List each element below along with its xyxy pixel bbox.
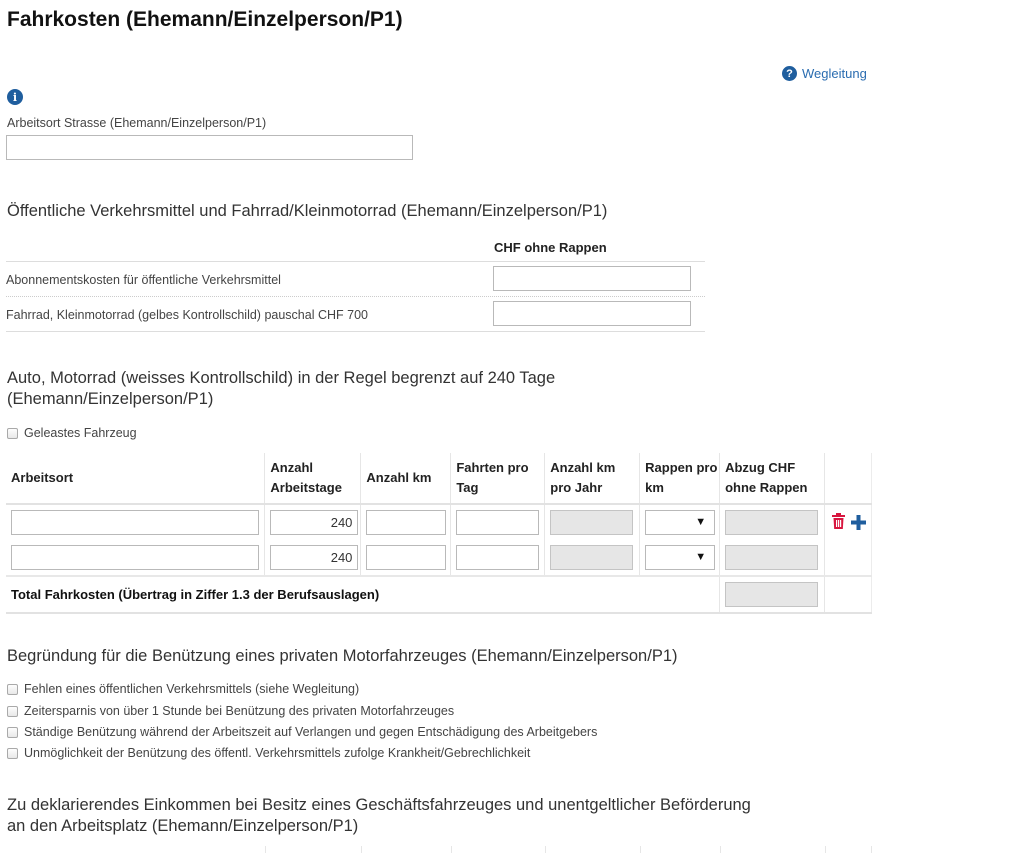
- km-input[interactable]: [366, 510, 446, 535]
- total-label: Total Fahrkosten (Übertrag in Ziffer 1.3 der Berufsauslagen): [11, 586, 380, 602]
- dropdown-arrow-icon: ▼: [695, 516, 707, 528]
- wegleitung-label: Wegleitung: [802, 66, 867, 81]
- company-car-table-top: [6, 846, 872, 853]
- street-input[interactable]: [6, 135, 413, 160]
- question-circle-icon: ?: [782, 66, 797, 81]
- option-label: Ständige Benützung während der Arbeitszeit auf Verlangen und gegen Entschädigung des Arbeitgebers: [24, 725, 598, 739]
- wegleitung-link[interactable]: [782, 66, 867, 81]
- abonnement-label: Abonnementskosten für öffentliche Verkehrsmittel: [6, 273, 281, 287]
- public-transport-table: [6, 232, 705, 332]
- info-circle-icon[interactable]: i: [7, 89, 23, 105]
- arbeitstage-input[interactable]: [270, 510, 358, 535]
- justification-heading: Begründung für die Benützung eines privaten Motorfahrzeuges (Ehemann/Einzelperson/P1): [7, 647, 678, 665]
- arbeitsort-input[interactable]: [11, 545, 259, 570]
- fahrrad-input[interactable]: [493, 301, 691, 326]
- table-row: [6, 504, 872, 540]
- row-actions: [830, 513, 871, 533]
- dropdown-arrow-icon: ▼: [695, 551, 707, 563]
- km-input[interactable]: [366, 545, 446, 570]
- total-output: [725, 582, 818, 607]
- checkbox[interactable]: [7, 428, 18, 439]
- justification-option[interactable]: [7, 746, 530, 760]
- option-label: Unmöglichkeit der Benützung des öffentl. Verkehrsmittels zufolge Krankheit/Gebrechlichkeit: [24, 746, 531, 760]
- car-heading-line2: (Ehemann/Einzelperson/P1): [7, 390, 214, 408]
- add-row-icon[interactable]: [851, 514, 866, 532]
- justification-option[interactable]: [7, 682, 359, 696]
- checkbox[interactable]: [7, 706, 18, 717]
- checkbox[interactable]: [7, 727, 18, 738]
- abzug-output: [725, 545, 818, 570]
- checkbox[interactable]: [7, 684, 18, 695]
- car-heading: [7, 368, 555, 410]
- option-label: Zeitersparnis von über 1 Stunde bei Benützung des privaten Motorfahrzeuges: [24, 704, 455, 718]
- abonnement-input[interactable]: [493, 266, 691, 291]
- col-abzug: Abzug CHF ohne Rappen: [720, 453, 825, 504]
- checkbox[interactable]: [7, 748, 18, 759]
- leased-vehicle-checkbox[interactable]: [7, 426, 137, 440]
- justification-option[interactable]: [7, 725, 597, 739]
- fahrten-input[interactable]: [456, 545, 539, 570]
- option-label: Fehlen eines öffentlichen Verkehrsmittels (siehe Wegleitung): [24, 682, 360, 696]
- chf-column-header: CHF ohne Rappen: [494, 240, 607, 255]
- page-title: Fahrkosten (Ehemann/Einzelperson/P1): [7, 8, 403, 31]
- company-car-heading-line2: an den Arbeitsplatz (Ehemann/Einzelperson/P1): [7, 817, 359, 835]
- car-heading-line1: Auto, Motorrad (weisses Kontrollschild) in der Regel begrenzt auf 240 Tage: [7, 369, 556, 387]
- company-car-heading-line1: Zu deklarierendes Einkommen bei Besitz eines Geschäftsfahrzeuges und unentgeltlicher Beförderung: [7, 796, 751, 814]
- km-jahr-output: [550, 545, 633, 570]
- trash-icon[interactable]: [832, 513, 845, 533]
- col-arbeitstage: Anzahl Arbeitstage: [265, 453, 361, 504]
- company-car-heading: [7, 795, 751, 837]
- rappen-select[interactable]: [645, 510, 715, 535]
- col-arbeitsort: Arbeitsort: [6, 453, 265, 504]
- fahrrad-label: Fahrrad, Kleinmotorrad (gelbes Kontrollschild) pauschal CHF 700: [6, 308, 368, 322]
- table-header: [6, 453, 872, 504]
- rappen-select[interactable]: [645, 545, 715, 570]
- public-transport-heading: Öffentliche Verkehrsmittel und Fahrrad/Kleinmotorrad (Ehemann/Einzelperson/P1): [7, 202, 608, 220]
- car-costs-table: [6, 453, 872, 614]
- arbeitsort-input[interactable]: [11, 510, 259, 535]
- leased-vehicle-label: Geleastes Fahrzeug: [24, 426, 137, 440]
- fahrten-input[interactable]: [456, 510, 539, 535]
- total-row: [6, 576, 872, 613]
- col-rappen: Rappen pro km: [640, 453, 720, 504]
- table-row: [6, 262, 705, 297]
- abzug-output: [725, 510, 818, 535]
- col-fahrten: Fahrten pro Tag: [451, 453, 545, 504]
- table-row: [6, 297, 705, 332]
- street-label: Arbeitsort Strasse (Ehemann/Einzelperson/P1): [7, 116, 267, 130]
- col-km: Anzahl km: [361, 453, 451, 504]
- col-km-jahr: Anzahl km pro Jahr: [545, 453, 640, 504]
- table-row: [6, 540, 872, 576]
- km-jahr-output: [550, 510, 633, 535]
- col-actions: [825, 453, 872, 504]
- justification-option[interactable]: [7, 704, 454, 718]
- table-header: [6, 232, 705, 262]
- arbeitstage-input[interactable]: [270, 545, 358, 570]
